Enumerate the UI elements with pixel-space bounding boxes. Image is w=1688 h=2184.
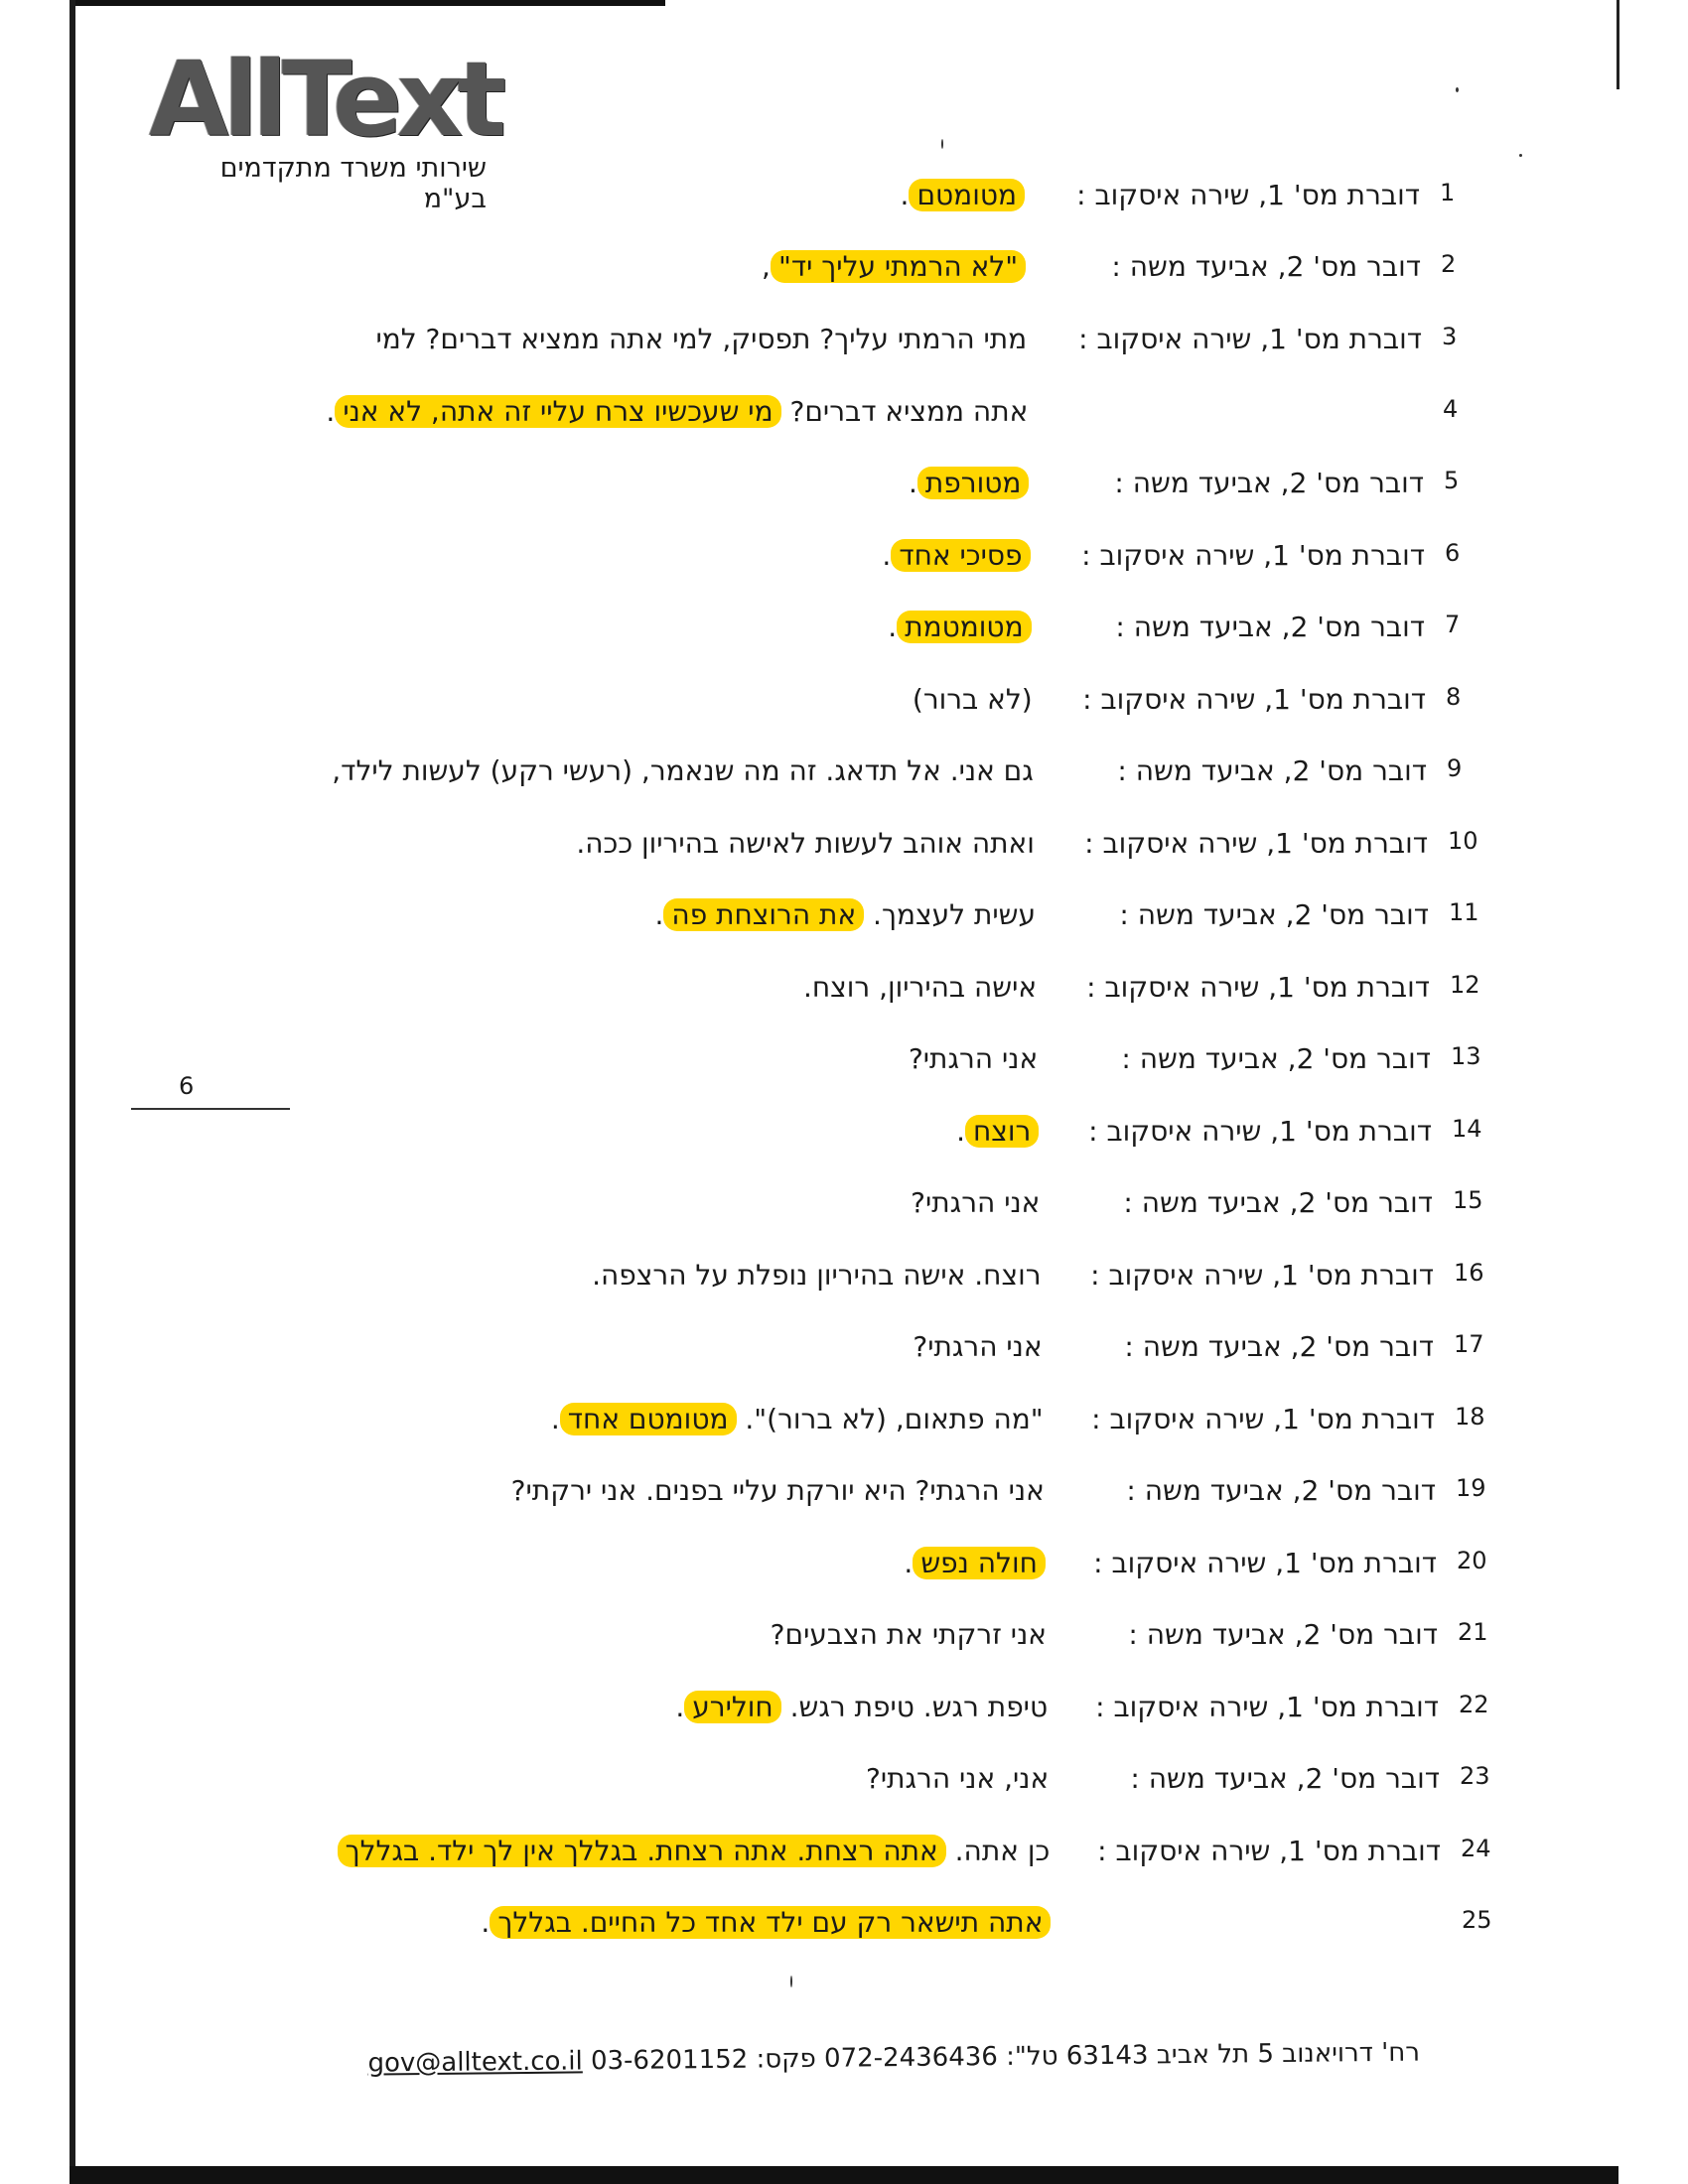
speaker-label: דובר מס' 2, אביעד משה :	[1124, 1330, 1434, 1363]
utterance-punctuation: .	[900, 179, 910, 211]
speaker-label: דוברת מס' 1, שירה איסקוב :	[1093, 1547, 1437, 1579]
utterance-plain: ואתה אוהב לעשות לאישה בהיריון ככה.	[576, 827, 1035, 860]
speaker-label: דוברת מס' 1, שירה איסקוב :	[1088, 1115, 1432, 1148]
footer-email-link[interactable]: gov@alltext.co.il	[367, 2046, 583, 2079]
line-number: 23	[1460, 1762, 1490, 1790]
line-number: 19	[1456, 1474, 1486, 1502]
transcript-line	[0, 323, 1688, 372]
margin-rule	[131, 1108, 290, 1110]
speaker-label: דובר מס' 2, אביעד משה :	[1115, 611, 1425, 643]
utterance-text	[771, 1618, 1047, 1651]
highlighted-phrase: מטומטם אחד	[560, 1403, 737, 1435]
line-number: 3	[1442, 323, 1458, 350]
line-number: 6	[1445, 539, 1461, 567]
speaker-label: דוברת מס' 1, שירה איסקוב :	[1084, 827, 1428, 860]
speaker-label: דובר מס' 2, אביעד משה :	[1123, 1186, 1433, 1219]
utterance-plain: עשית לעצמך.	[864, 898, 1036, 931]
utterance-text	[551, 1403, 1044, 1435]
highlighted-phrase: אתה תישאר רק עם ילד אחד כל החיים. בגללך	[490, 1906, 1051, 1939]
utterance-plain: גם אני. אל תדאג. זה מה שנאמר, (רעשי רקע) לעשות לילד,	[332, 754, 1034, 787]
utterance-text	[375, 323, 1027, 355]
highlighted-phrase: מטומטמת	[897, 611, 1031, 643]
line-number: 1	[1440, 179, 1456, 206]
scan-speck	[941, 139, 943, 149]
speaker-label: דובר מס' 2, אביעד משה :	[1130, 1762, 1440, 1795]
utterance-text	[576, 827, 1035, 860]
utterance-text	[913, 683, 1033, 716]
line-number: 24	[1461, 1835, 1491, 1862]
utterance-punctuation: .	[909, 467, 917, 499]
highlighted-phrase: אתה רצחת. אתה רצחת. בגללך אין לך ילד. בגללך	[338, 1835, 946, 1867]
line-number: 5	[1444, 467, 1460, 494]
utterance-plain: אני הרגתי?	[911, 1186, 1041, 1219]
utterance-text	[592, 1259, 1041, 1292]
highlighted-phrase: "לא הרמתי עליך יד"	[771, 250, 1026, 283]
utterance-plain: אני זרקתי את הצבעים?	[770, 1618, 1047, 1651]
scan-speck	[1456, 87, 1459, 92]
logo-wordmark: AllText	[149, 39, 501, 160]
utterance-text	[888, 611, 1031, 643]
utterance-text	[338, 1835, 1051, 1867]
highlighted-phrase: את הרוצחת פה	[663, 898, 864, 931]
transcript-line	[0, 1691, 1688, 1740]
highlighted-phrase: חולירע	[684, 1691, 780, 1723]
margin-page-number: 6	[179, 1072, 195, 1100]
footer-address: רח' דרויאנוב 5 תל אביב 63143 טל": 072-2436436 פקס: 03-6201152	[590, 2037, 1421, 2077]
transcript-line	[0, 1330, 1688, 1380]
scan-speck	[790, 1976, 792, 1987]
utterance-text	[911, 1186, 1040, 1219]
line-number: 20	[1457, 1547, 1487, 1574]
utterance-punctuation: .	[888, 611, 898, 643]
utterance-plain: אני הרגתי?	[908, 1042, 1039, 1075]
scan-edge-top	[70, 0, 665, 6]
transcript-line	[0, 467, 1688, 516]
line-number: 17	[1454, 1330, 1484, 1358]
utterance-text	[481, 1906, 1051, 1939]
line-number: 10	[1448, 827, 1478, 855]
line-number: 16	[1454, 1259, 1484, 1287]
utterance-text	[332, 754, 1034, 787]
scan-edge-bottom	[70, 2166, 1618, 2184]
highlighted-phrase: מי שעכשיו צרח עליי זה אתה, לא אני	[335, 395, 780, 428]
utterance-plain: רוצח. אישה בהיריון נופלת על הרצפה.	[592, 1259, 1042, 1292]
scan-speck	[1519, 154, 1522, 157]
transcript-line	[0, 179, 1688, 228]
utterance-text	[511, 1474, 1045, 1507]
utterance-text	[866, 1762, 1049, 1795]
transcript-line	[0, 827, 1688, 877]
speaker-label: דובר מס' 2, אביעד משה :	[1128, 1618, 1438, 1651]
utterance-plain: (לא ברור)	[912, 683, 1033, 716]
transcript-line	[0, 1906, 1688, 1956]
scan-edge-right	[1617, 0, 1619, 89]
utterance-plain: אני הרגתי? היא יורקת עליי בפנים. אני ירקתי?	[510, 1474, 1045, 1507]
speaker-label: דוברת מס' 1, שירה איסקוב :	[1086, 971, 1430, 1004]
highlighted-phrase: מטורפת	[917, 467, 1030, 499]
transcript-line	[0, 898, 1688, 948]
line-number: 25	[1462, 1906, 1492, 1934]
utterance-plain: טיפת רגש. טיפת רגש.	[780, 1691, 1049, 1723]
speaker-label: דוברת מס' 1, שירה איסקוב :	[1078, 323, 1422, 355]
speaker-label: דובר מס' 2, אביעד משה :	[1119, 898, 1429, 931]
utterance-punctuation: .	[654, 898, 664, 931]
transcript-line	[0, 683, 1688, 733]
utterance-text	[909, 1042, 1038, 1075]
utterance-punctuation: .	[481, 1906, 491, 1939]
highlighted-phrase: חולה נפש	[913, 1547, 1046, 1579]
highlighted-phrase: רוצח	[965, 1115, 1039, 1148]
transcript-line	[0, 1259, 1688, 1308]
transcript-line	[0, 1042, 1688, 1092]
line-number: 15	[1453, 1186, 1483, 1214]
speaker-label: דוברת מס' 1, שירה איסקוב :	[1095, 1691, 1439, 1723]
utterance-text	[803, 971, 1037, 1004]
transcript-line	[0, 754, 1688, 804]
speaker-label: דוברת מס' 1, שירה איסקוב :	[1097, 1835, 1441, 1867]
line-number: 14	[1452, 1115, 1482, 1143]
transcript-line	[0, 1547, 1688, 1596]
utterance-text	[913, 1330, 1042, 1363]
line-number: 4	[1443, 395, 1459, 423]
line-number: 21	[1458, 1618, 1488, 1646]
utterance-plain: אני הרגתי?	[913, 1330, 1043, 1363]
transcript-line	[0, 1762, 1688, 1812]
utterance-text	[901, 179, 1025, 211]
speaker-label: דוברת מס' 1, שירה איסקוב :	[1082, 683, 1426, 716]
utterance-text	[882, 539, 1030, 572]
utterance-text	[904, 1547, 1045, 1579]
utterance-punctuation: .	[326, 395, 336, 428]
highlighted-phrase: פסיכי אחד	[891, 539, 1030, 572]
utterance-punctuation: .	[882, 539, 892, 572]
speaker-label: דוברת מס' 1, שירה איסקוב :	[1090, 1259, 1434, 1292]
transcript-line	[0, 1115, 1688, 1164]
line-number: 9	[1447, 754, 1463, 782]
line-number: 13	[1451, 1042, 1481, 1070]
utterance-text	[326, 395, 1028, 428]
transcript-line	[0, 1186, 1688, 1236]
speaker-label: דובר מס' 2, אביעד משה :	[1117, 754, 1427, 787]
utterance-text	[956, 1115, 1039, 1148]
utterance-plain: מתי הרמתי עליך? תפסיק, למי אתה ממציא דברים? למי	[375, 323, 1028, 355]
transcript-line	[0, 1403, 1688, 1452]
utterance-plain: אישה בהיריון, רוצח.	[802, 971, 1038, 1004]
line-number: 12	[1450, 971, 1480, 999]
transcript-line	[0, 1474, 1688, 1524]
utterance-punctuation: .	[956, 1115, 965, 1148]
line-number: 7	[1445, 611, 1461, 638]
speaker-label: דוברת מס' 1, שירה איסקוב :	[1081, 539, 1425, 572]
transcript-line	[0, 611, 1688, 660]
utterance-punctuation: .	[550, 1403, 560, 1435]
speaker-label: דובר מס' 2, אביעד משה :	[1126, 1474, 1436, 1507]
utterance-text	[762, 250, 1026, 283]
highlighted-phrase: מטומטם	[909, 179, 1025, 211]
speaker-label: דובר מס' 2, אביעד משה :	[1111, 250, 1421, 283]
speaker-label: דובר מס' 2, אביעד משה :	[1121, 1042, 1431, 1075]
speaker-label: דובר מס' 2, אביעד משה :	[1114, 467, 1424, 499]
transcript-line	[0, 539, 1688, 589]
line-number: 2	[1441, 250, 1457, 278]
utterance-plain: אתה ממציא דברים?	[780, 395, 1029, 428]
utterance-plain: כן אתה.	[945, 1835, 1051, 1867]
utterance-plain: "מה פתאום, (לא ברור)".	[736, 1403, 1044, 1435]
utterance-text	[655, 898, 1036, 931]
logo-tagline: שירותי משרד מתקדמים בע"מ	[219, 153, 487, 214]
line-number: 8	[1446, 683, 1462, 711]
line-number: 11	[1449, 898, 1479, 926]
speaker-label: דוברת מס' 1, שירה איסקוב :	[1076, 179, 1420, 211]
utterance-punctuation: ,	[762, 250, 771, 283]
transcript-line	[0, 1618, 1688, 1668]
line-number: 18	[1455, 1403, 1485, 1431]
utterance-text	[909, 467, 1029, 499]
transcript-line	[0, 1835, 1688, 1884]
utterance-plain: אני, אני הרגתי?	[865, 1762, 1050, 1795]
transcript-line	[0, 971, 1688, 1021]
utterance-punctuation: .	[675, 1691, 685, 1723]
utterance-punctuation: .	[904, 1547, 914, 1579]
footer-contact	[367, 2037, 1421, 2079]
line-number: 22	[1459, 1691, 1489, 1718]
transcript-line	[0, 395, 1688, 445]
speaker-label: דוברת מס' 1, שירה איסקוב :	[1091, 1403, 1435, 1435]
utterance-text	[675, 1691, 1048, 1723]
transcript-line	[0, 250, 1688, 300]
